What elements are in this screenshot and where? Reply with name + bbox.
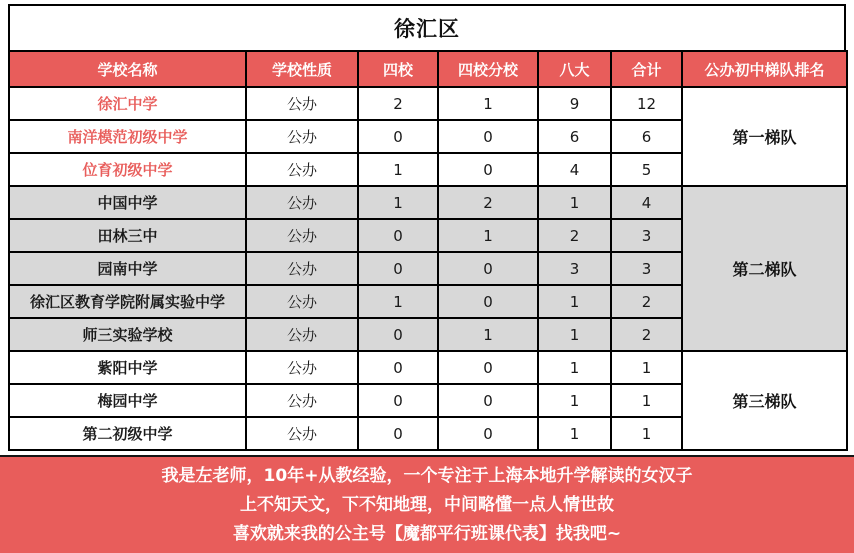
bada-count-cell: 1 (538, 417, 611, 450)
table-row (9, 87, 847, 120)
school-name-cell: 田林三中 (9, 219, 246, 252)
footer-intro-line: 我是左老师，10年+从教经验，一个专注于上海本地升学解读的女汉子 (161, 466, 693, 486)
total-count-cell: 1 (611, 384, 682, 417)
column-header: 八大 (538, 51, 611, 87)
tier-label-cell: 第一梯队 (682, 87, 847, 186)
school-nature-cell: 公办 (246, 417, 358, 450)
school-nature-cell: 公办 (246, 120, 358, 153)
sike-count-cell: 0 (358, 417, 438, 450)
tier-label-cell: 第三梯队 (682, 351, 847, 450)
bada-count-cell: 4 (538, 153, 611, 186)
sike-branch-count-cell: 0 (438, 153, 538, 186)
tier-label-cell: 第二梯队 (682, 186, 847, 351)
school-name-cell: 园南中学 (9, 252, 246, 285)
column-header: 学校名称 (9, 51, 246, 87)
school-nature-cell: 公办 (246, 87, 358, 120)
table-header (9, 51, 847, 87)
total-count-cell: 1 (611, 351, 682, 384)
total-count-cell: 6 (611, 120, 682, 153)
school-name-cell: 紫阳中学 (9, 351, 246, 384)
sike-count-cell: 0 (358, 384, 438, 417)
bada-count-cell: 2 (538, 219, 611, 252)
bada-count-cell: 1 (538, 318, 611, 351)
total-count-cell: 3 (611, 252, 682, 285)
school-nature-cell: 公办 (246, 318, 358, 351)
column-header: 四校 (358, 51, 438, 87)
column-header: 合计 (611, 51, 682, 87)
bada-count-cell: 1 (538, 384, 611, 417)
bada-count-cell: 6 (538, 120, 611, 153)
school-name-cell: 徐汇区教育学院附属实验中学 (9, 285, 246, 318)
header-row (9, 51, 847, 87)
bada-count-cell: 1 (538, 285, 611, 318)
sike-count-cell: 1 (358, 285, 438, 318)
school-name-cell: 位育初级中学 (9, 153, 246, 186)
sike-branch-count-cell: 1 (438, 318, 538, 351)
school-name-cell: 徐汇中学 (9, 87, 246, 120)
sike-branch-count-cell: 2 (438, 186, 538, 219)
school-name-cell: 师三实验学校 (9, 318, 246, 351)
total-count-cell: 1 (611, 417, 682, 450)
column-header: 学校性质 (246, 51, 358, 87)
bada-count-cell: 1 (538, 351, 611, 384)
sike-branch-count-cell: 0 (438, 252, 538, 285)
sike-count-cell: 1 (358, 186, 438, 219)
total-count-cell: 2 (611, 318, 682, 351)
total-count-cell: 3 (611, 219, 682, 252)
bada-count-cell: 3 (538, 252, 611, 285)
school-nature-cell: 公办 (246, 186, 358, 219)
sike-branch-count-cell: 1 (438, 87, 538, 120)
sike-count-cell: 0 (358, 351, 438, 384)
total-count-cell: 12 (611, 87, 682, 120)
school-nature-cell: 公办 (246, 153, 358, 186)
school-nature-cell: 公办 (246, 285, 358, 318)
footer-banner (0, 455, 854, 553)
total-count-cell: 5 (611, 153, 682, 186)
table-body (9, 87, 847, 450)
sike-count-cell: 0 (358, 252, 438, 285)
total-count-cell: 4 (611, 186, 682, 219)
sike-count-cell: 0 (358, 219, 438, 252)
footer-cta-line: 喜欢就来我的公主号【魔都平行班课代表】找我吧~ (232, 524, 622, 544)
sike-branch-count-cell: 0 (438, 384, 538, 417)
school-nature-cell: 公办 (246, 384, 358, 417)
footer-humor-line: 上不知天文，下不知地理，中间略懂一点人情世故 (240, 495, 614, 515)
sike-branch-count-cell: 0 (438, 285, 538, 318)
sike-branch-count-cell: 0 (438, 120, 538, 153)
table-row (9, 186, 847, 219)
sike-branch-count-cell: 0 (438, 351, 538, 384)
school-nature-cell: 公办 (246, 219, 358, 252)
school-ranking-table (8, 50, 848, 451)
column-header: 四校分校 (438, 51, 538, 87)
sike-count-cell: 0 (358, 120, 438, 153)
sike-branch-count-cell: 1 (438, 219, 538, 252)
school-nature-cell: 公办 (246, 351, 358, 384)
district-title: 徐汇区 (8, 4, 846, 52)
sike-count-cell: 1 (358, 153, 438, 186)
total-count-cell: 2 (611, 285, 682, 318)
table-row (9, 351, 847, 384)
sike-branch-count-cell: 0 (438, 417, 538, 450)
school-name-cell: 第二初级中学 (9, 417, 246, 450)
table-section (8, 4, 846, 451)
school-nature-cell: 公办 (246, 252, 358, 285)
school-name-cell: 梅园中学 (9, 384, 246, 417)
sike-count-cell: 2 (358, 87, 438, 120)
bada-count-cell: 9 (538, 87, 611, 120)
sike-count-cell: 0 (358, 318, 438, 351)
column-header: 公办初中梯队排名 (682, 51, 847, 87)
bada-count-cell: 1 (538, 186, 611, 219)
school-name-cell: 南洋模范初级中学 (9, 120, 246, 153)
school-name-cell: 中国中学 (9, 186, 246, 219)
